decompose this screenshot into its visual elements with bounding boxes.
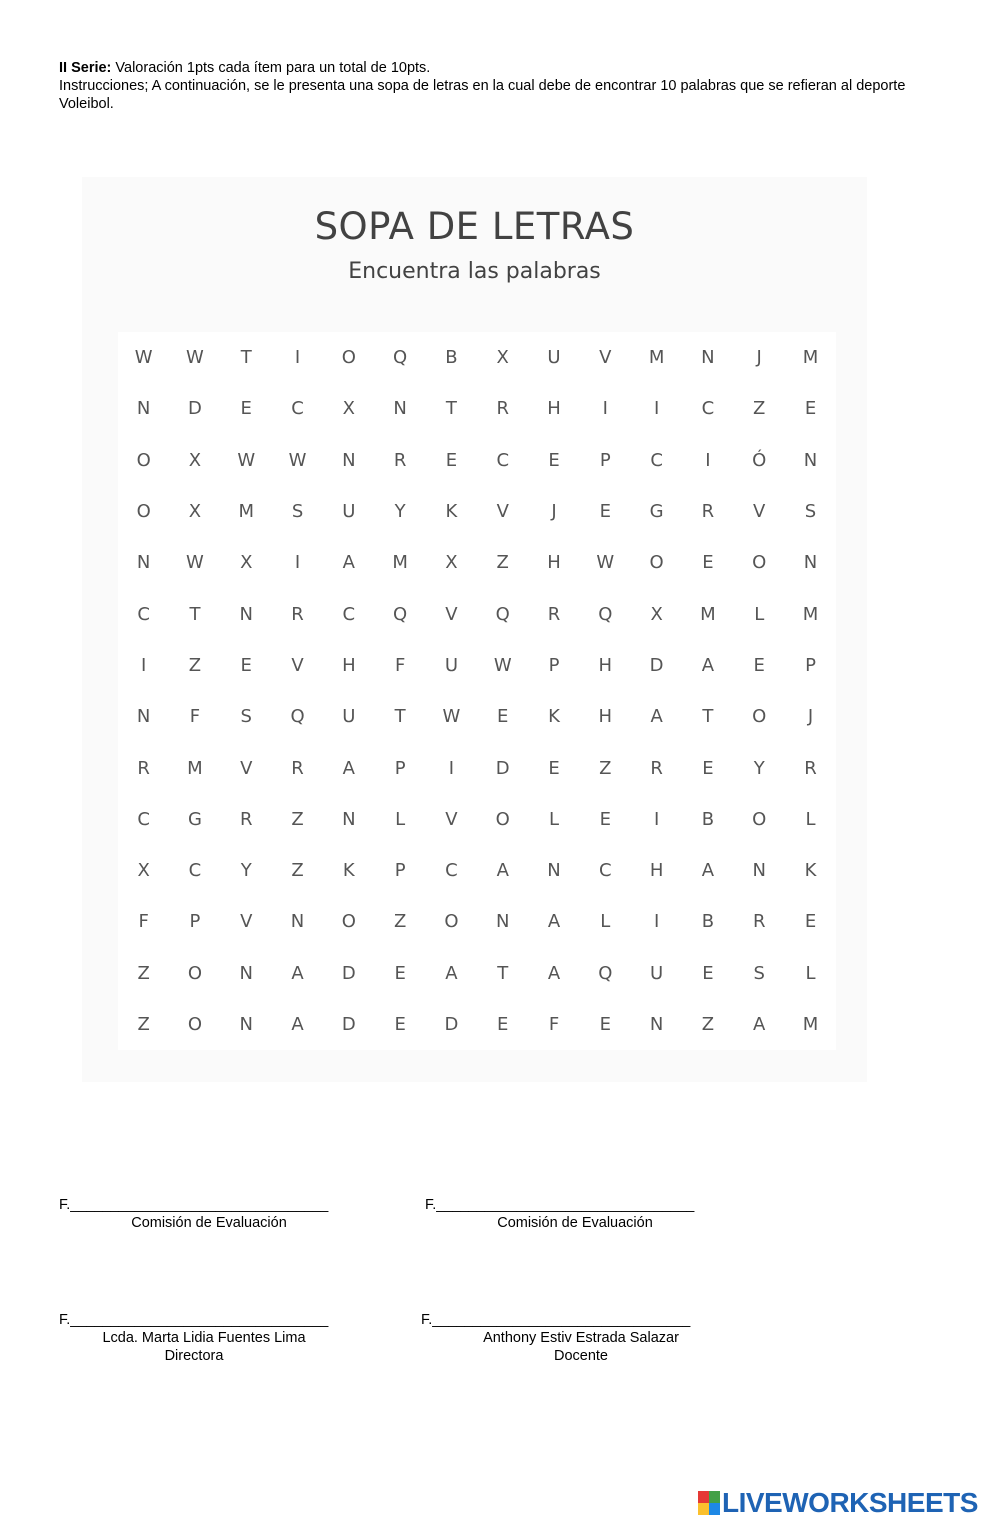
grid-cell[interactable]: W: [493, 654, 512, 676]
grid-cell[interactable]: U: [444, 654, 459, 676]
grid-cell[interactable]: W: [186, 347, 204, 369]
grid-cell[interactable]: U: [342, 501, 356, 523]
grid-cell[interactable]: T: [240, 347, 252, 369]
grid-cell[interactable]: E: [753, 654, 765, 676]
grid-cell[interactable]: C: [137, 808, 150, 830]
grid-cell[interactable]: N: [803, 552, 818, 574]
grid-cell[interactable]: R: [239, 808, 253, 830]
grid-cell[interactable]: L: [600, 911, 611, 933]
grid-cell[interactable]: A: [650, 706, 663, 728]
series-label: II Serie:: [59, 60, 112, 76]
grid-cell[interactable]: E: [702, 962, 714, 984]
grid-cell[interactable]: M: [392, 552, 408, 574]
grid-cell[interactable]: R: [701, 501, 715, 523]
grid-cell[interactable]: N: [752, 860, 766, 882]
grid-cell[interactable]: A: [342, 552, 355, 574]
grid-cell[interactable]: B: [701, 808, 715, 830]
grid-cell[interactable]: D: [649, 654, 664, 676]
grid-cell[interactable]: K: [804, 860, 817, 882]
grid-cell[interactable]: M: [700, 603, 716, 625]
signature-block-3: [59, 1311, 349, 1365]
grid-cell[interactable]: I: [602, 398, 608, 420]
grid-cell[interactable]: R: [650, 757, 663, 779]
grid-cell[interactable]: X: [137, 860, 150, 882]
grid-cell[interactable]: O: [341, 347, 356, 369]
grid-cell[interactable]: E: [599, 1014, 611, 1035]
grid-cell[interactable]: N: [342, 449, 356, 471]
grid-cell[interactable]: I: [140, 654, 147, 676]
grid-cell[interactable]: N: [136, 398, 151, 420]
grid-cell[interactable]: D: [341, 1014, 356, 1035]
grid-cell[interactable]: N: [393, 398, 407, 420]
signature-block-2: [425, 1196, 725, 1232]
grid-cell[interactable]: W: [288, 449, 307, 471]
grid-cell[interactable]: M: [802, 1014, 819, 1035]
grid-cell[interactable]: G: [187, 808, 202, 830]
grid-cell[interactable]: P: [394, 860, 406, 882]
grid-cell[interactable]: D: [341, 962, 356, 984]
grid-cell[interactable]: X: [188, 501, 202, 523]
grid-cell[interactable]: Q: [598, 603, 613, 625]
grid-cell[interactable]: I: [448, 757, 455, 779]
grid-cell[interactable]: Z: [291, 860, 304, 882]
grid-cell[interactable]: P: [394, 757, 406, 779]
grid-cell[interactable]: E: [445, 449, 458, 471]
grid-cell[interactable]: U: [650, 962, 664, 984]
grid-cell[interactable]: X: [650, 603, 663, 625]
grid-cell[interactable]: T: [189, 603, 201, 625]
grid-cell[interactable]: L: [549, 808, 560, 830]
grid-cell[interactable]: Z: [188, 654, 202, 676]
grid-cell[interactable]: P: [548, 654, 560, 676]
grid-cell[interactable]: F: [548, 1014, 560, 1035]
puzzle-title: SOPA DE LETRAS: [314, 205, 635, 248]
grid-cell[interactable]: K: [342, 860, 355, 882]
grid-cell[interactable]: Z: [291, 808, 304, 830]
grid-cell[interactable]: E: [548, 757, 560, 779]
signature-name: Comisión de Evaluación: [497, 1215, 653, 1231]
grid-cell[interactable]: K: [548, 706, 560, 728]
grid-cell[interactable]: V: [445, 808, 458, 830]
grid-cell[interactable]: D: [495, 757, 510, 779]
grid-cell[interactable]: C: [650, 449, 663, 471]
grid-cell[interactable]: M: [648, 347, 665, 369]
grid-cell[interactable]: A: [547, 962, 561, 984]
grid-cell[interactable]: N: [701, 347, 715, 369]
grid-cell[interactable]: Z: [753, 398, 766, 420]
grid-cell[interactable]: U: [342, 706, 356, 728]
grid-cell[interactable]: A: [496, 860, 509, 882]
grid-cell[interactable]: P: [599, 449, 611, 471]
grid-cell[interactable]: N: [290, 911, 305, 933]
signature-name: Comisión de Evaluación: [131, 1215, 287, 1231]
grid-cell[interactable]: C: [496, 449, 510, 471]
grid-cell[interactable]: X: [445, 552, 458, 574]
grid-cell[interactable]: E: [240, 654, 252, 676]
grid-cell[interactable]: E: [599, 501, 611, 523]
grid-cell[interactable]: V: [496, 501, 509, 523]
grid-cell[interactable]: E: [702, 552, 714, 574]
grid-cell[interactable]: M: [187, 757, 203, 779]
instructions-text: Instrucciones; A continuación, se le presenta una sopa de letras en la cual debe de encontrar 10 palabras que se refieran al deporte Voleibol.: [59, 78, 906, 112]
grid-cell[interactable]: O: [341, 911, 356, 933]
grid-cell[interactable]: Q: [290, 706, 305, 728]
grid-cell[interactable]: I: [705, 449, 711, 471]
grid-cell[interactable]: E: [497, 706, 509, 728]
grid-cell[interactable]: X: [342, 398, 355, 420]
grid-cell[interactable]: D: [188, 398, 202, 420]
instructions-block: [59, 59, 939, 113]
grid-cell[interactable]: O: [187, 962, 203, 984]
grid-cell[interactable]: E: [804, 398, 817, 420]
grid-cell[interactable]: A: [547, 911, 561, 933]
grid-cell[interactable]: X: [188, 449, 202, 471]
grid-cell[interactable]: A: [701, 860, 715, 882]
grid-cell[interactable]: E: [394, 1014, 406, 1035]
grid-cell[interactable]: W: [134, 347, 153, 369]
grid-cell[interactable]: I: [294, 552, 301, 574]
liveworksheets-icon: [698, 1491, 720, 1515]
grid-cell[interactable]: N: [239, 603, 253, 625]
grid-cell[interactable]: R: [496, 398, 509, 420]
grid-cell[interactable]: T: [497, 962, 509, 984]
grid-cell[interactable]: W: [237, 449, 256, 471]
grid-cell[interactable]: Q: [598, 962, 613, 984]
grid-cell[interactable]: W: [596, 552, 615, 574]
grid-cell[interactable]: F: [394, 654, 406, 676]
grid-cell[interactable]: A: [291, 962, 304, 984]
signature-role: Directora: [164, 1348, 224, 1364]
grid-cell[interactable]: V: [599, 347, 612, 369]
signature-line: F.________________________________: [59, 1312, 329, 1328]
grid-cell[interactable]: X: [496, 347, 509, 369]
grid-cell[interactable]: W: [186, 552, 204, 574]
grid-cell[interactable]: E: [599, 808, 611, 830]
grid-cell[interactable]: T: [394, 706, 406, 728]
grid-cell[interactable]: S: [291, 501, 304, 523]
grid-cell[interactable]: H: [547, 398, 561, 420]
grid-cell[interactable]: N: [649, 1014, 664, 1035]
grid-cell[interactable]: O: [136, 449, 151, 471]
grid-cell[interactable]: M: [802, 603, 819, 625]
grid-cell[interactable]: A: [342, 757, 355, 779]
grid-cell[interactable]: O: [752, 808, 767, 830]
signature-line: F.________________________________: [421, 1312, 691, 1328]
grid-cell[interactable]: Q: [393, 347, 408, 369]
grid-cell[interactable]: Ó: [752, 449, 767, 471]
grid-cell[interactable]: O: [752, 706, 767, 728]
grid-cell[interactable]: C: [342, 603, 356, 625]
grid-cell[interactable]: H: [342, 654, 356, 676]
grid-cell[interactable]: E: [804, 911, 817, 933]
grid-cell[interactable]: C: [599, 860, 612, 882]
grid-cell[interactable]: N: [495, 911, 510, 933]
grid-cell[interactable]: B: [701, 911, 715, 933]
signature-block-1: [59, 1196, 359, 1232]
grid-cell[interactable]: F: [138, 911, 149, 933]
series-line: [59, 59, 939, 77]
grid-cell[interactable]: S: [753, 962, 765, 984]
grid-cell[interactable]: C: [137, 603, 150, 625]
grid-cell[interactable]: N: [136, 706, 151, 728]
signature-block-4: [421, 1311, 741, 1365]
word-search-puzzle: [82, 177, 867, 1082]
grid-cell[interactable]: F: [189, 706, 201, 728]
grid-cell[interactable]: O: [187, 1014, 203, 1035]
grid-cell[interactable]: V: [445, 603, 458, 625]
brand-text: LIVEWORKSHEETS: [722, 1487, 978, 1518]
letter-grid[interactable]: [118, 332, 836, 1050]
grid-cell[interactable]: J: [551, 501, 557, 523]
grid-cell[interactable]: N: [342, 808, 356, 830]
grid-cell[interactable]: Y: [394, 501, 406, 523]
grid-cell[interactable]: Z: [496, 552, 509, 574]
grid-cell[interactable]: I: [653, 398, 660, 420]
signature-line: F.________________________________: [59, 1197, 329, 1213]
grid-cell[interactable]: Z: [137, 1014, 150, 1035]
grid-cell[interactable]: H: [649, 860, 664, 882]
grid-cell[interactable]: V: [240, 757, 253, 779]
grid-cell[interactable]: U: [547, 347, 561, 369]
signature-name: Anthony Estiv Estrada Salazar: [483, 1330, 679, 1346]
grid-cell[interactable]: C: [188, 860, 202, 882]
grid-cell[interactable]: V: [240, 911, 253, 933]
grid-cell[interactable]: X: [240, 552, 253, 574]
grid-cell[interactable]: Z: [701, 1014, 715, 1035]
grid-cell[interactable]: I: [653, 911, 660, 933]
grid-cell[interactable]: M: [238, 501, 254, 523]
grid-cell[interactable]: V: [753, 501, 766, 523]
grid-cell[interactable]: R: [804, 757, 817, 779]
grid-cell[interactable]: C: [445, 860, 458, 882]
grid-cell[interactable]: Z: [393, 911, 407, 933]
grid-cell[interactable]: L: [805, 962, 816, 984]
grid-cell[interactable]: H: [547, 552, 561, 574]
grid-cell[interactable]: R: [752, 911, 766, 933]
grid-cell[interactable]: H: [598, 654, 613, 676]
grid-cell[interactable]: A: [753, 1014, 766, 1035]
signature-role: Docente: [553, 1348, 608, 1364]
grid-cell[interactable]: G: [649, 501, 664, 523]
grid-cell[interactable]: L: [395, 808, 406, 830]
grid-cell[interactable]: B: [445, 347, 458, 369]
grid-cell[interactable]: L: [754, 603, 765, 625]
grid-cell[interactable]: O: [752, 552, 767, 574]
grid-cell[interactable]: C: [291, 398, 304, 420]
grid-cell[interactable]: Z: [599, 757, 612, 779]
grid-cell[interactable]: Q: [393, 603, 408, 625]
grid-cell[interactable]: Y: [240, 860, 252, 882]
grid-cell[interactable]: S: [804, 501, 817, 523]
grid-cell[interactable]: E: [702, 757, 714, 779]
grid-cell[interactable]: O: [444, 911, 459, 933]
grid-cell[interactable]: R: [291, 603, 304, 625]
grid-cell[interactable]: N: [136, 552, 151, 574]
grid-cell[interactable]: I: [294, 347, 301, 369]
grid-cell[interactable]: E: [548, 449, 560, 471]
signature-line: F.________________________________: [425, 1197, 695, 1213]
grid-cell[interactable]: H: [598, 706, 613, 728]
grid-cell[interactable]: T: [445, 398, 457, 420]
liveworksheets-logo: [698, 1486, 978, 1520]
grid-cell[interactable]: R: [137, 757, 150, 779]
grid-cell[interactable]: I: [653, 808, 660, 830]
grid-cell[interactable]: V: [291, 654, 304, 676]
grid-cell[interactable]: P: [189, 911, 201, 933]
grid-cell[interactable]: S: [240, 706, 252, 728]
grid-cell[interactable]: O: [136, 501, 151, 523]
series-text: Valoración 1pts cada ítem para un total de 10pts.: [111, 60, 431, 76]
grid-cell[interactable]: L: [805, 808, 816, 830]
grid-cell[interactable]: R: [291, 757, 304, 779]
grid-cell[interactable]: A: [445, 962, 458, 984]
grid-cell[interactable]: J: [756, 347, 762, 369]
grid-cell[interactable]: K: [445, 501, 458, 523]
grid-cell[interactable]: N: [547, 860, 561, 882]
grid-cell[interactable]: R: [547, 603, 561, 625]
grid-cell[interactable]: W: [442, 706, 461, 728]
grid-cell[interactable]: D: [444, 1014, 459, 1035]
grid-cell[interactable]: Q: [495, 603, 510, 625]
grid-cell[interactable]: N: [239, 962, 253, 984]
signature-name: Lcda. Marta Lidia Fuentes Lima: [102, 1330, 306, 1346]
grid-cell[interactable]: J: [807, 706, 814, 728]
puzzle-subtitle: Encuentra las palabras: [348, 259, 601, 284]
grid-cell[interactable]: O: [649, 552, 664, 574]
grid-cell[interactable]: P: [805, 654, 816, 676]
grid-cell[interactable]: E: [240, 398, 252, 420]
grid-cell[interactable]: T: [702, 706, 714, 728]
grid-cell[interactable]: O: [495, 808, 510, 830]
grid-cell[interactable]: M: [802, 347, 819, 369]
grid-cell[interactable]: E: [394, 962, 406, 984]
grid-cell[interactable]: N: [803, 449, 818, 471]
grid-cell[interactable]: R: [393, 449, 407, 471]
grid-cell[interactable]: E: [497, 1014, 509, 1035]
grid-cell[interactable]: C: [701, 398, 715, 420]
grid-cell[interactable]: A: [291, 1014, 304, 1035]
grid-cell[interactable]: N: [239, 1014, 253, 1035]
grid-cell[interactable]: Z: [137, 962, 150, 984]
grid-cell[interactable]: Y: [753, 757, 765, 779]
grid-cell[interactable]: A: [701, 654, 715, 676]
